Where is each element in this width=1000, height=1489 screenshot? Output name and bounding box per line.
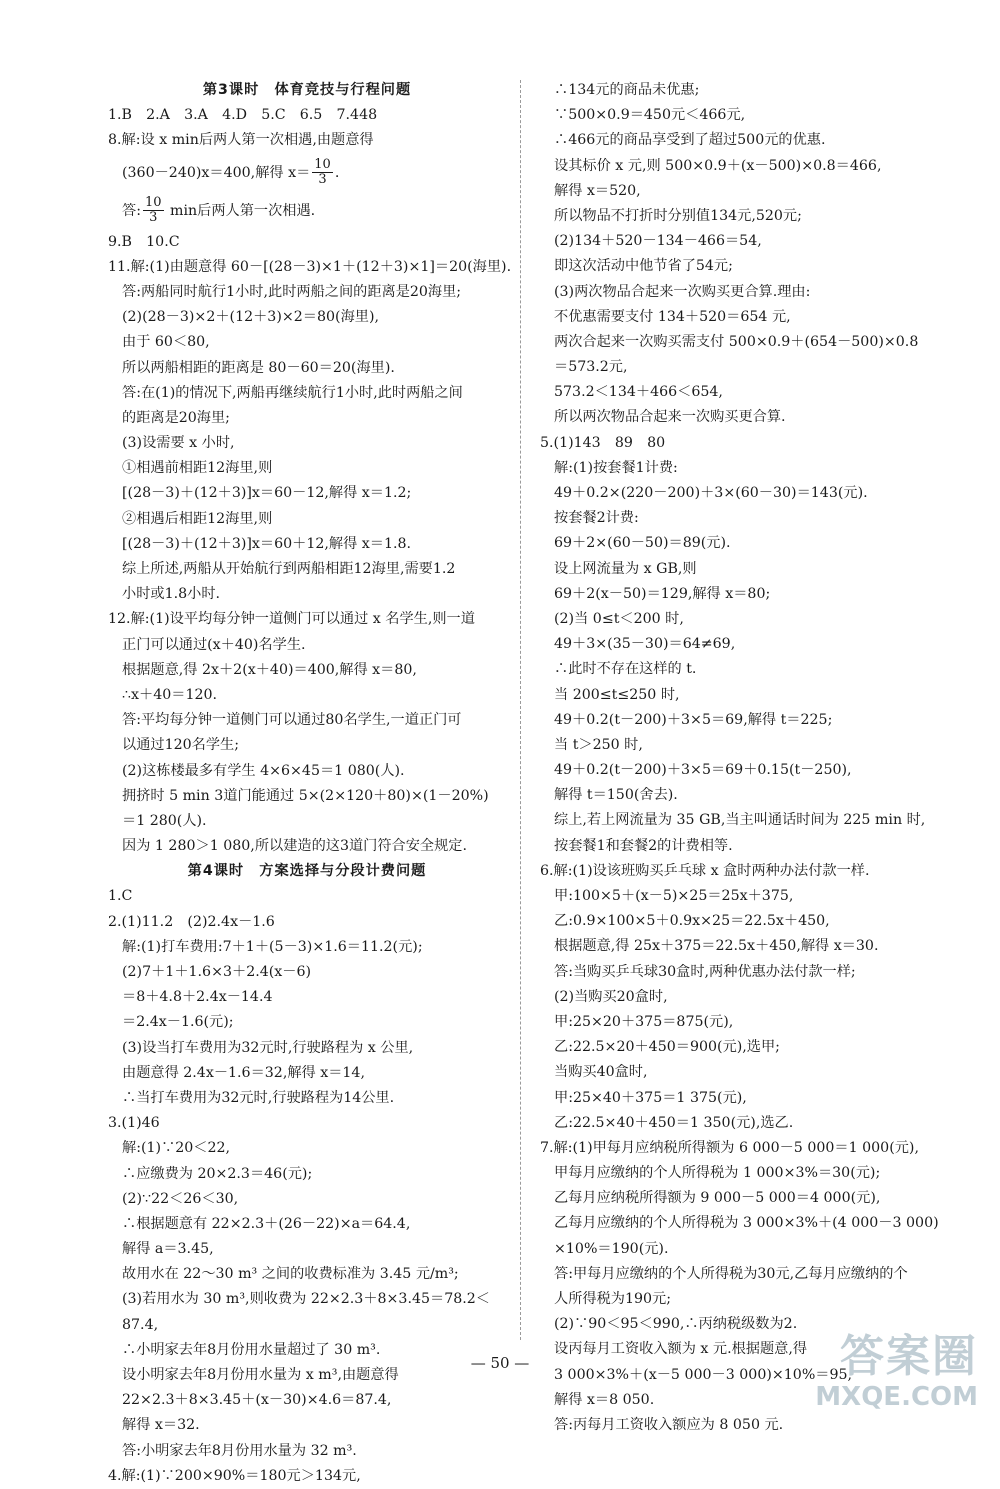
line-text: 综上所述,两船从开始航行到两船相距12海里,需要1.2: [122, 561, 456, 577]
answer-line: [540, 934, 940, 959]
line-text: 答:平均每分钟一道侧门可以通过80名学生,一道正门可: [122, 712, 462, 729]
line-text: 4.解:(1)∵200×90%＝180元＞134元,: [108, 1467, 361, 1484]
line-text: 设丙每月工资收入额为 x 元.根据题意,得: [554, 1341, 808, 1358]
answer-line: [108, 128, 506, 153]
answer-line: [540, 154, 940, 179]
answer-line: [540, 1161, 940, 1186]
line-text: 以通过120名学生;: [122, 737, 239, 754]
answer-line: [540, 783, 940, 808]
line-text: 1.C: [108, 888, 133, 905]
line-text: 根据题意,得 25x＋375＝22.5x＋450,解得 x＝30.: [554, 938, 879, 955]
line-text: 49＋3×(35－30)＝64≠69,: [554, 636, 736, 653]
answer-line: [108, 381, 506, 406]
answer-line: [108, 935, 506, 960]
answer-line: [540, 733, 940, 758]
line-text: 69＋2×(60－50)＝89(元).: [554, 535, 731, 552]
answer-line: [108, 733, 506, 758]
line-text: ＝8＋4.8＋2.4x－14.4: [122, 989, 273, 1006]
line-text: 当 t＞250 时,: [554, 736, 643, 753]
line-text: 3 000×3%＋(x－5 000－3 000)×10%＝95,: [554, 1366, 853, 1383]
answer-line: [108, 431, 506, 456]
line-text: 由题意得 2.4x－1.6＝32,解得 x＝14,: [122, 1064, 365, 1081]
answer-line: [540, 985, 940, 1010]
line-text: 答:甲每月应缴纳的个人所得税为30元,乙每月应缴纳的个: [554, 1265, 908, 1282]
answer-line: [540, 330, 940, 355]
answer-line: [540, 1010, 940, 1035]
answer-line: [540, 405, 940, 430]
answer-line: [108, 507, 506, 532]
answer-line: [108, 834, 506, 859]
line-text: ∴此时不存在这样的 t.: [554, 661, 697, 678]
line-text: ＝1 280(人).: [122, 812, 207, 829]
line-text: 正门可以通过(x＋40)名学生.: [122, 636, 306, 653]
answer-line: [108, 1313, 506, 1338]
answer-line: [108, 1036, 506, 1061]
line-text: 因为 1 280＞1 080,所以建造的这3道门符合安全规定.: [122, 838, 467, 855]
answer-line: [540, 859, 940, 884]
answer-line: [108, 230, 506, 255]
answer-line: [540, 431, 940, 456]
answer-line: [108, 708, 506, 733]
line-text: [(28－3)＋(12＋3)]x＝60＋12,解得 x＝1.8.: [122, 535, 412, 552]
answer-line: [108, 985, 506, 1010]
line-text: 乙每月应缴纳的个人所得税为 3 000×3%＋(4 000－3 000): [554, 1215, 939, 1232]
answer-line: [540, 1060, 940, 1085]
line-text: ①相遇前相距12海里,则: [122, 460, 273, 477]
answer-line: [108, 1111, 506, 1136]
line-text: 综上,若上网流量为 35 GB,当主叫通话时间为 225 min 时,: [554, 812, 926, 829]
line-text: 乙:22.5×40＋450＝1 350(元),选乙.: [554, 1114, 794, 1131]
answer-line: [540, 380, 940, 405]
line-text: 解:(1)按套餐1计费:: [554, 459, 678, 476]
answer-line: [108, 1061, 506, 1086]
fraction-numerator: 10: [314, 157, 331, 173]
line-text: 解得 x＝8 050.: [554, 1391, 655, 1408]
answer-line: [108, 910, 506, 935]
line-text: 的距离是20海里;: [122, 409, 230, 426]
line-text: 不优惠需要支付 134＋520＝654 元,: [554, 308, 791, 325]
answer-line: [108, 884, 506, 909]
line-text: 设上网流量为 x GB,则: [554, 560, 697, 577]
line-text: 第3课时 体育竞技与行程问题: [202, 82, 412, 98]
line-text: 2.(1)11.2 (2)2.4x－1.6: [108, 913, 275, 930]
line-text: 第4课时 方案选择与分段计费问题: [187, 863, 427, 880]
line-text: 所以物品不打折时分别值134元,520元;: [554, 207, 802, 224]
line-text: (2)7＋1＋1.6×3＋2.4(x－6): [122, 964, 312, 980]
line-text: ∴x＋40＝120.: [122, 686, 218, 703]
answer-line: [540, 229, 940, 254]
answer-line: [540, 758, 940, 783]
line-text: 由于 60＜80,: [122, 334, 210, 351]
line-text: 解得 a＝3.45,: [122, 1241, 214, 1258]
answer-line: [540, 1086, 940, 1111]
line-text: (2)当购买20盒时,: [554, 988, 668, 1005]
answer-line: [108, 683, 506, 708]
line-text: 设其标价 x 元,则 500×0.9＋(x－500)×0.8＝466,: [554, 157, 882, 174]
column-divider: [520, 80, 521, 1340]
answer-line: [108, 481, 506, 506]
line-text: ②相遇后相距12海里,则: [122, 510, 273, 527]
line-text: 49＋0.2(t－200)＋3×5＝69＋0.15(t－250),: [554, 762, 852, 779]
line-text: (2)134＋520－134－466＝54,: [554, 233, 762, 250]
line-text: 解得 x＝520,: [554, 182, 641, 199]
answer-line: [108, 1464, 506, 1489]
line-text: ∴当打车费用为32元时,行驶路程为14公里.: [122, 1089, 395, 1106]
line-text: 按套餐2计费:: [554, 510, 639, 527]
line-text: 即这次活动中他节省了54元;: [554, 258, 733, 275]
answer-line: [108, 1237, 506, 1262]
line-text: 6.解:(1)设该班购买乒乓球 x 盒时两种办法付款一样.: [540, 862, 870, 879]
line-text: ∴应缴费为 20×2.3＝46(元);: [122, 1165, 313, 1182]
line-text: 两次合起来一次购买需支付 500×0.9＋(654－500)×0.8: [554, 333, 919, 350]
answer-line: [540, 179, 940, 204]
left-column: [108, 78, 512, 1489]
answer-line: [108, 658, 506, 683]
line-text: 7.解:(1)甲每月应纳税所得额为 6 000－5 000＝1 000(元),: [540, 1139, 919, 1156]
answer-line: [108, 1010, 506, 1035]
answer-line: [540, 909, 940, 934]
line-text: 小时或1.8小时.: [122, 586, 221, 603]
line-text: (2)∵22＜26＜30,: [122, 1190, 239, 1207]
answer-line: [108, 255, 512, 280]
line-text: 87.4,: [122, 1316, 159, 1333]
answer-line: [540, 280, 940, 305]
section-heading: [108, 78, 506, 103]
watermark-url: MXQE.COM: [815, 1382, 978, 1412]
answer-line: [108, 1086, 506, 1111]
answer-line: [108, 633, 506, 658]
answer-line: [108, 154, 506, 192]
answer-line: [540, 103, 940, 128]
answer-line: [108, 356, 506, 381]
line-text: ∴小明家去年8月份用水量超过了 30 m³.: [122, 1341, 381, 1358]
line-text: ∵500×0.9＝450元＜466元,: [554, 107, 746, 124]
answer-line: [540, 531, 940, 556]
answer-line: [540, 657, 940, 682]
line-text: 3.(1)46: [108, 1115, 160, 1132]
answer-line: [540, 204, 940, 229]
line-text: 答:两船同时航行1小时,此时两船之间的距离是20海里;: [122, 283, 462, 300]
answer-line: [540, 582, 940, 607]
answer-line: [540, 456, 940, 481]
line-text: ∴根据题意有 22×2.3＋(26－22)×a＝64.4,: [122, 1215, 411, 1232]
line-text: 当购买40盒时,: [554, 1064, 648, 1081]
line-text: (2)当 0≤t＜200 时,: [554, 610, 684, 627]
line-text: 答:丙每月工资收入额应为 8 050 元.: [554, 1416, 784, 1433]
section-heading: [108, 859, 506, 884]
line-text: 甲:100×5＋(x－5)×25＝25x＋375,: [554, 888, 794, 904]
answer-line: [540, 1136, 940, 1161]
answer-line: [108, 1413, 506, 1438]
line-text: 所以两次物品合起来一次购买更合算.: [554, 409, 786, 426]
answer-line: [540, 481, 940, 506]
answer-line: [540, 1111, 940, 1136]
line-text: 答:小明家去年8月份用水量为 32 m³.: [122, 1442, 357, 1459]
line-text: [(28－3)＋(12＋3)]x＝60－12,解得 x＝1.2;: [122, 485, 412, 502]
answer-line: [108, 406, 506, 431]
line-text: (360－240)x＝400,解得 x＝: [122, 164, 311, 181]
line-text: 解得 x＝32.: [122, 1417, 200, 1434]
line-text: 8.解:设 x min后两人第一次相遇,由题意得: [108, 132, 374, 149]
line-text: 573.2＜134＋466＜654,: [554, 384, 723, 401]
answer-line: [108, 280, 506, 305]
line-text: 22×2.3＋8×3.45＋(x－30)×4.6＝87.4,: [122, 1392, 392, 1409]
answer-line: [540, 683, 940, 708]
line-text: (3)两次物品合起来一次购买更合算.理由:: [554, 283, 811, 300]
line-text: 根据题意,得 2x＋2(x＋40)＝400,解得 x＝80,: [122, 661, 417, 678]
line-text: 12.解:(1)设平均每分钟一道侧门可以通过 x 名学生,则一道: [108, 611, 475, 628]
answer-line: [540, 78, 940, 103]
line-text: 人所得税为190元;: [554, 1291, 671, 1307]
line-text: 49＋0.2(t－200)＋3×5＝69,解得 t＝225;: [554, 711, 833, 728]
line-text: 乙:0.9×100×5＋0.9x×25＝22.5x＋450,: [554, 913, 830, 930]
line-text: ＝2.4x－1.6(元);: [122, 1014, 234, 1031]
answer-line: [540, 1211, 940, 1236]
line-text-after: min后两人第一次相遇.: [165, 202, 316, 219]
fraction: [143, 196, 164, 225]
answer-line: [108, 1162, 506, 1187]
line-text: ∴466元的商品享受到了超过500元的优惠.: [554, 132, 826, 149]
answer-line: [108, 582, 506, 607]
line-text: ×10%＝190(元).: [554, 1240, 669, 1257]
line-text: 答:: [122, 202, 141, 219]
line-text: 当 200≤t≤250 时,: [554, 686, 680, 703]
answer-line: [540, 506, 940, 531]
line-text: 乙:22.5×20＋450＝900(元),选甲;: [554, 1039, 780, 1056]
answer-line: [108, 1136, 506, 1161]
answer-line: [108, 557, 506, 582]
answer-line: [540, 305, 940, 330]
line-text: 49＋0.2×(220－200)＋3×(60－30)＝143(元).: [554, 485, 868, 501]
answer-line: [540, 1035, 940, 1060]
answer-line: [540, 607, 940, 632]
answer-line: [108, 759, 506, 784]
line-text: 乙每月应纳税所得额为 9 000－5 000＝4 000(元),: [554, 1190, 881, 1207]
answer-line: [540, 960, 940, 985]
line-text: 甲:25×20＋375＝875(元),: [554, 1013, 734, 1030]
line-text: (3)设当打车费用为32元时,行驶路程为 x 公里,: [122, 1039, 414, 1056]
line-text: (2)∵90＜95＜990,∴丙纳税级数为2.: [554, 1316, 798, 1333]
answer-line: [540, 834, 940, 859]
answer-line: [540, 1186, 940, 1211]
answer-line: [108, 532, 506, 557]
answer-line: [108, 1262, 506, 1287]
line-text: (2)这栋楼最多有学生 4×6×45＝1 080(人).: [122, 762, 405, 779]
line-text: 1.B 2.A 3.A 4.D 5.C 6.5 7.448: [108, 107, 378, 124]
line-text: 69＋2(x－50)＝129,解得 x＝80;: [554, 585, 771, 602]
line-text: 设小明家去年8月份用水量为 x m³,由题意得: [122, 1367, 399, 1383]
answer-line: [108, 1212, 506, 1237]
watermark-logo: [768, 1332, 978, 1422]
answer-line: [540, 128, 940, 153]
watermark-title: 答案圈: [840, 1331, 978, 1382]
line-text: 11.解:(1)由题意得 60－[(28－3)×1＋(12＋3)×1]＝20(海里).: [108, 258, 512, 275]
fraction: [312, 158, 333, 187]
answer-line: [540, 557, 940, 582]
line-text-after: .: [334, 164, 340, 181]
answer-line: [540, 355, 940, 380]
answer-line: [108, 960, 506, 985]
answer-line: [108, 1287, 506, 1312]
fraction-denominator: 3: [149, 210, 158, 226]
answer-line: [540, 1287, 940, 1312]
right-column: [540, 78, 940, 1438]
answer-line: [108, 1388, 506, 1413]
line-text: 故用水在 22～30 m³ 之间的收费标准为 3.45 元/m³;: [122, 1266, 459, 1283]
line-text: 5.(1)143 89 80: [540, 434, 666, 451]
line-text: 甲每月应缴纳的个人所得税为 1 000×3%＝30(元);: [554, 1165, 881, 1182]
answer-line: [540, 632, 940, 657]
answer-line: [108, 1187, 506, 1212]
answer-line: [108, 607, 506, 632]
line-text: ∴134元的商品未优惠;: [554, 82, 700, 98]
answer-line: [108, 456, 506, 481]
answer-line: [108, 103, 506, 128]
line-text: 9.B 10.C: [108, 233, 180, 250]
line-text: (3)若用水为 30 m³,则收费为 22×2.3＋8×3.45＝78.2＜: [122, 1291, 490, 1308]
page-number: — 50 —: [470, 1354, 530, 1372]
answer-line: [540, 884, 940, 909]
answer-line: [108, 809, 506, 834]
line-text: 甲:25×40＋375＝1 375(元),: [554, 1089, 747, 1106]
answer-line: [540, 708, 940, 733]
answer-line: [540, 1237, 940, 1262]
answer-line: [108, 1439, 506, 1464]
line-text: 所以两船相距的距离是 80－60＝20(海里).: [122, 359, 395, 376]
line-text: (3)设需要 x 小时,: [122, 435, 235, 452]
line-text: 拥挤时 5 min 3道门能通过 5×(2×120＋80)×(1－20%): [122, 787, 489, 804]
line-text: 解得 t＝150(舍去).: [554, 787, 678, 804]
answer-line: [108, 192, 506, 230]
line-text: 解:(1)∵20＜22,: [122, 1140, 231, 1157]
answer-line: [540, 808, 940, 833]
fraction-numerator: 10: [144, 195, 162, 211]
answer-line: [540, 254, 940, 279]
line-text: 解:(1)打车费用:7＋1＋(5－3)×1.6＝11.2(元);: [122, 938, 423, 955]
fraction-denominator: 3: [318, 172, 327, 188]
answer-line: [108, 305, 506, 330]
line-text: ＝573.2元,: [554, 359, 628, 376]
line-text: 按套餐1和套餐2的计费相等.: [554, 837, 733, 854]
line-text: 答:在(1)的情况下,两船再继续航行1小时,此时两船之间: [122, 384, 463, 401]
answer-line: [540, 1262, 940, 1287]
line-text: (2)(28－3)×2＋(12＋3)×2＝80(海里),: [122, 309, 379, 326]
answer-line: [108, 784, 506, 809]
line-text: 答:当购买乒乓球30盒时,两种优惠办法付款一样;: [554, 963, 856, 980]
answer-line: [108, 330, 506, 355]
